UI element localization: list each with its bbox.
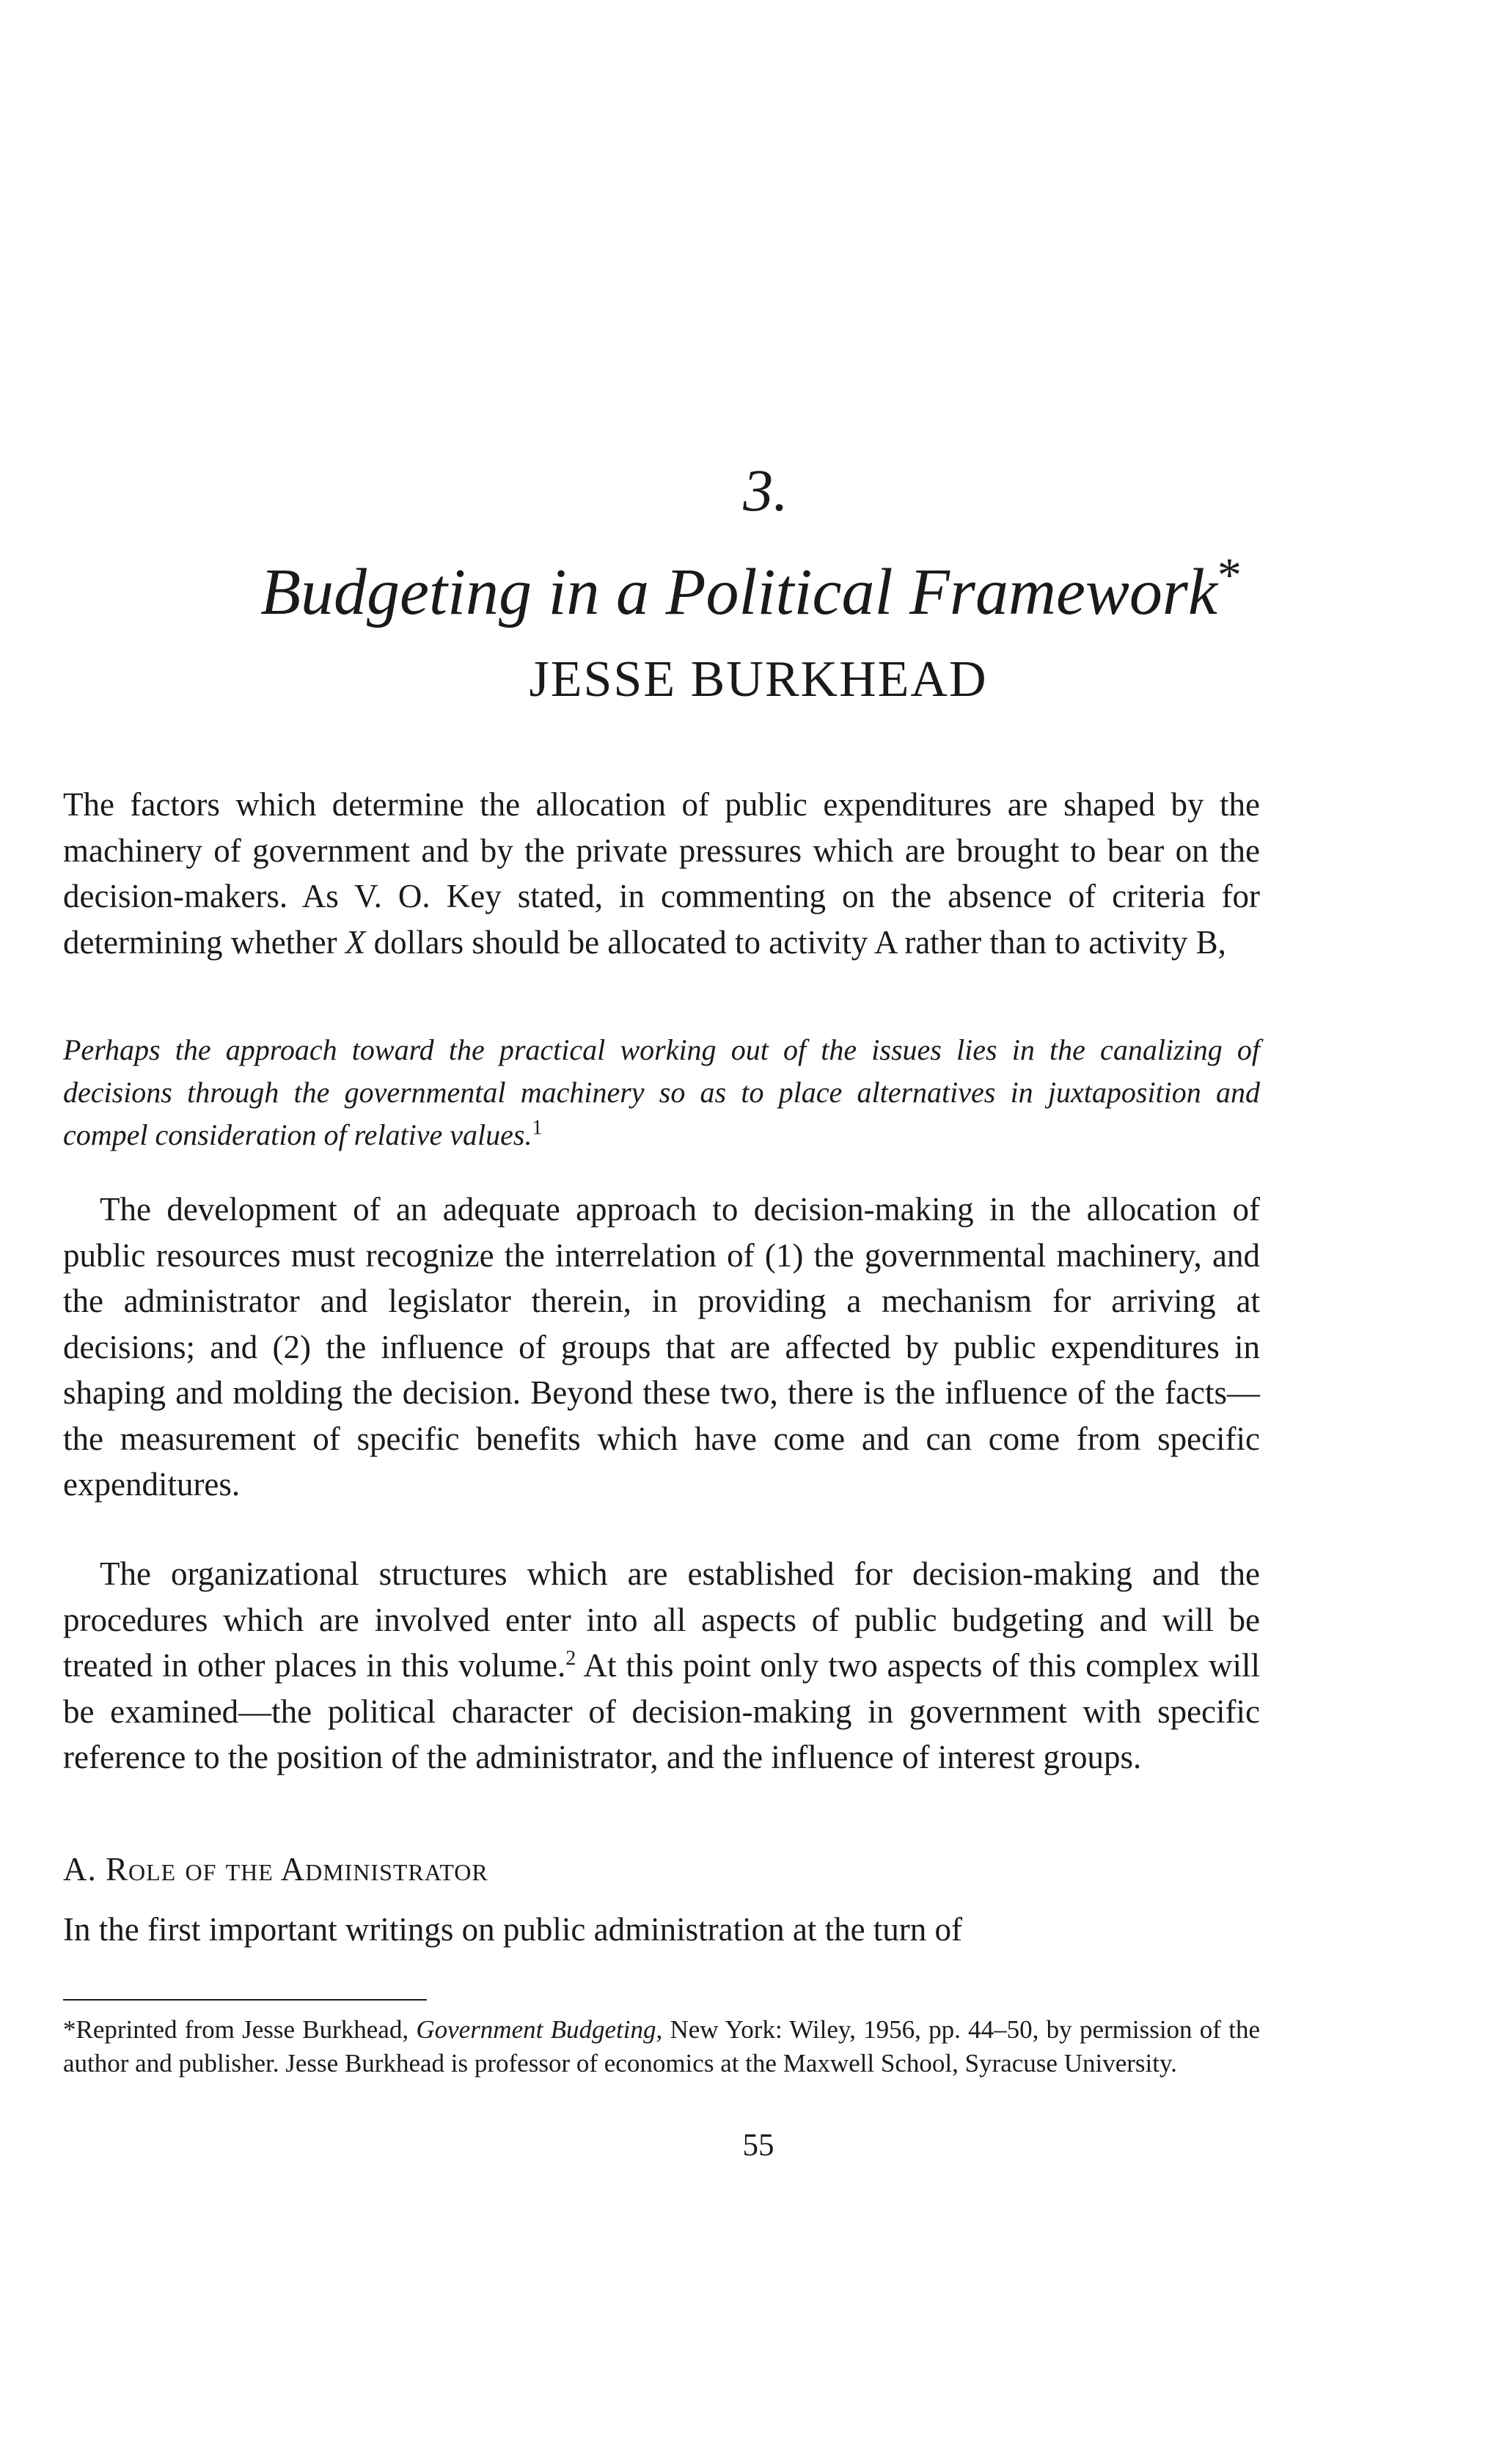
paragraph-first-writings: In the first important writings on public administration at the turn of (63, 1911, 963, 1948)
section-heading: A. Role of the Administrator (63, 1851, 488, 1888)
chapter-title (0, 551, 1502, 626)
footnote (63, 2013, 1260, 2080)
paragraph-intro-text-a: The factors which determine the allocation of public expenditures are shaped by the machinery of government and by the private pressures which are brought to bear on the decision-makers. As V. O. Key stated, in commenting on the absence of criteria for determining whether (63, 786, 1260, 961)
chapter-title-text: Budgeting in a Political Framework (260, 556, 1217, 628)
page-number: 55 (742, 2128, 774, 2163)
paragraph-organizational-text-b: At this point only two aspects of this complex will be examined—the political character of decision-making in government with specific reference to the position of the administrator, and the influence of interest groups. (63, 1647, 1260, 1775)
footnote-text-a: *Reprinted from Jesse Burkhead, (63, 2015, 417, 2044)
chapter-author: JESSE BURKHEAD (529, 651, 988, 708)
block-quote-text: Perhaps the approach toward the practical working out of the issues lies in the canalizing of decisions through the governmental machinery so as to place alternatives in juxtaposition and compel consideration of relative values. (63, 1033, 1260, 1151)
variable-x: X (345, 923, 366, 961)
footnote-book-title: Government Budgeting, (416, 2015, 663, 2044)
paragraph-decision-making: The development of an adequate approach to decision-making in the allocation of public resources must recognize the interrelation of (1) the governmental machinery, and the administrator and legislator therein, in providing a mechanism for arriving at decisions; and (2) the influence of groups that are affected by public expenditures in shaping and molding the decision. Beyond these two, there is the influence of the facts—the measurement of specific benefits which have come and can come from specific expenditures. (63, 1191, 1260, 1503)
paragraph-intro-text-b: dollars should be allocated to activity A rather than to activity B, (365, 923, 1226, 961)
paragraph-organizational-text-a: The organizational structures which are established for decision-making and the procedures which are involved enter into all aspects of public budgeting and will be treated in other places in this volume. (63, 1555, 1260, 1684)
footnote-ref-1: 1 (532, 1116, 543, 1140)
paragraph-organizational-structures (63, 1551, 1260, 1781)
chapter-number: 3. (743, 457, 788, 524)
footnote-text-b: New York: Wiley, 1956, pp. 44–50, by permission of the author and publisher. Jesse Burkhead is professor of economics at the Maxwell School, Syracuse University. (63, 2015, 1260, 2078)
footnote-divider (63, 1999, 427, 2001)
footnote-ref-2: 2 (565, 1647, 576, 1670)
block-quote (63, 1029, 1260, 1156)
paragraph-intro (63, 782, 1260, 965)
title-footnote-marker: * (1217, 549, 1242, 602)
